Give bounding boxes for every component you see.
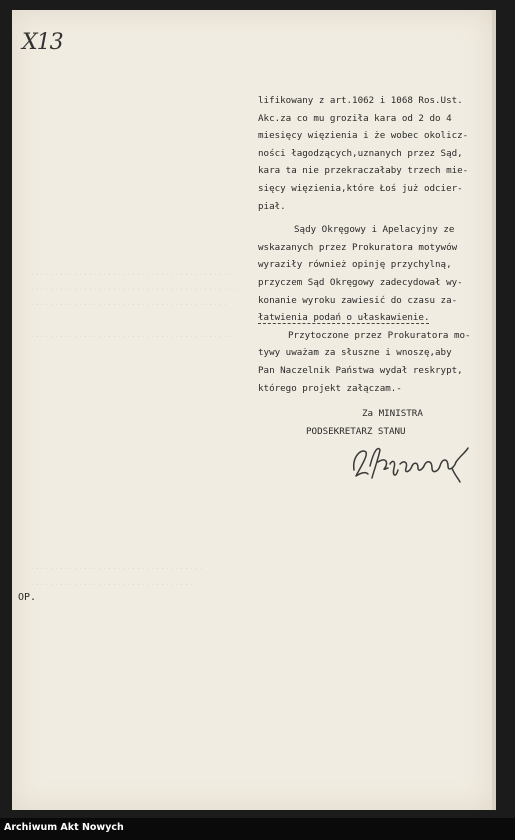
body-line: miesięcy więzienia i że wobec okolicz-	[258, 130, 469, 142]
handwritten-signature	[348, 438, 473, 486]
body-line: kara ta nie przekraczałaby trzech mie-	[258, 165, 469, 177]
body-line-underlined: łatwienia podań o ułaskawienie.	[258, 312, 430, 324]
letter-body	[258, 92, 483, 397]
body-line: konanie wyroku zawiesić do czasu za-	[258, 294, 458, 306]
body-line: sięcy więzienia,które Łoś już odcier-	[258, 182, 463, 194]
bleed-through-text: ...........................................	[30, 283, 238, 292]
page-edge	[492, 10, 496, 810]
bleed-through-text: .........................................	[30, 298, 228, 307]
archive-label: Archiwum Akt Nowych	[4, 822, 124, 833]
body-line: Przytoczone przez Prokuratora mo-	[288, 329, 471, 341]
bleed-through-text: ..................................	[30, 578, 194, 587]
handwritten-page-number: X13	[22, 30, 63, 55]
signature-block	[300, 405, 480, 441]
bleed-through-text: ..........................................	[30, 330, 233, 339]
signature-title: Za MINISTRA	[362, 408, 423, 419]
body-line: wskazanych przez Prokuratora motywów	[258, 241, 458, 253]
body-line: Pan Naczelnik Państwa wydał reskrypt,	[258, 364, 463, 376]
body-line: piał.	[258, 200, 286, 212]
body-line: tywy uważam za słuszne i wnoszę,aby	[258, 347, 452, 359]
bleed-through-text: ..........................................	[30, 268, 233, 277]
archive-footer	[0, 818, 515, 840]
body-line: Akc.za co mu groziła kara od 2 do 4	[258, 112, 452, 124]
op-marker: OP.	[18, 592, 37, 603]
body-line: ności łagodzących,uznanych przez Sąd,	[258, 147, 463, 159]
body-line: wyraziły również opinję przychylną,	[258, 259, 452, 271]
body-line: lifikowany z art.1062 i 1068 Ros.Ust.	[258, 95, 463, 106]
signature-subtitle: PODSEKRETARZ STANU	[306, 426, 406, 437]
body-line: którego projekt załączam.-	[258, 382, 402, 394]
body-line: Sądy Okręgowy i Apelacyjny ze	[294, 224, 455, 236]
body-line: przyczem Sąd Okręgowy zadecydował wy-	[258, 276, 463, 288]
bleed-through-text: ....................................	[30, 562, 204, 571]
